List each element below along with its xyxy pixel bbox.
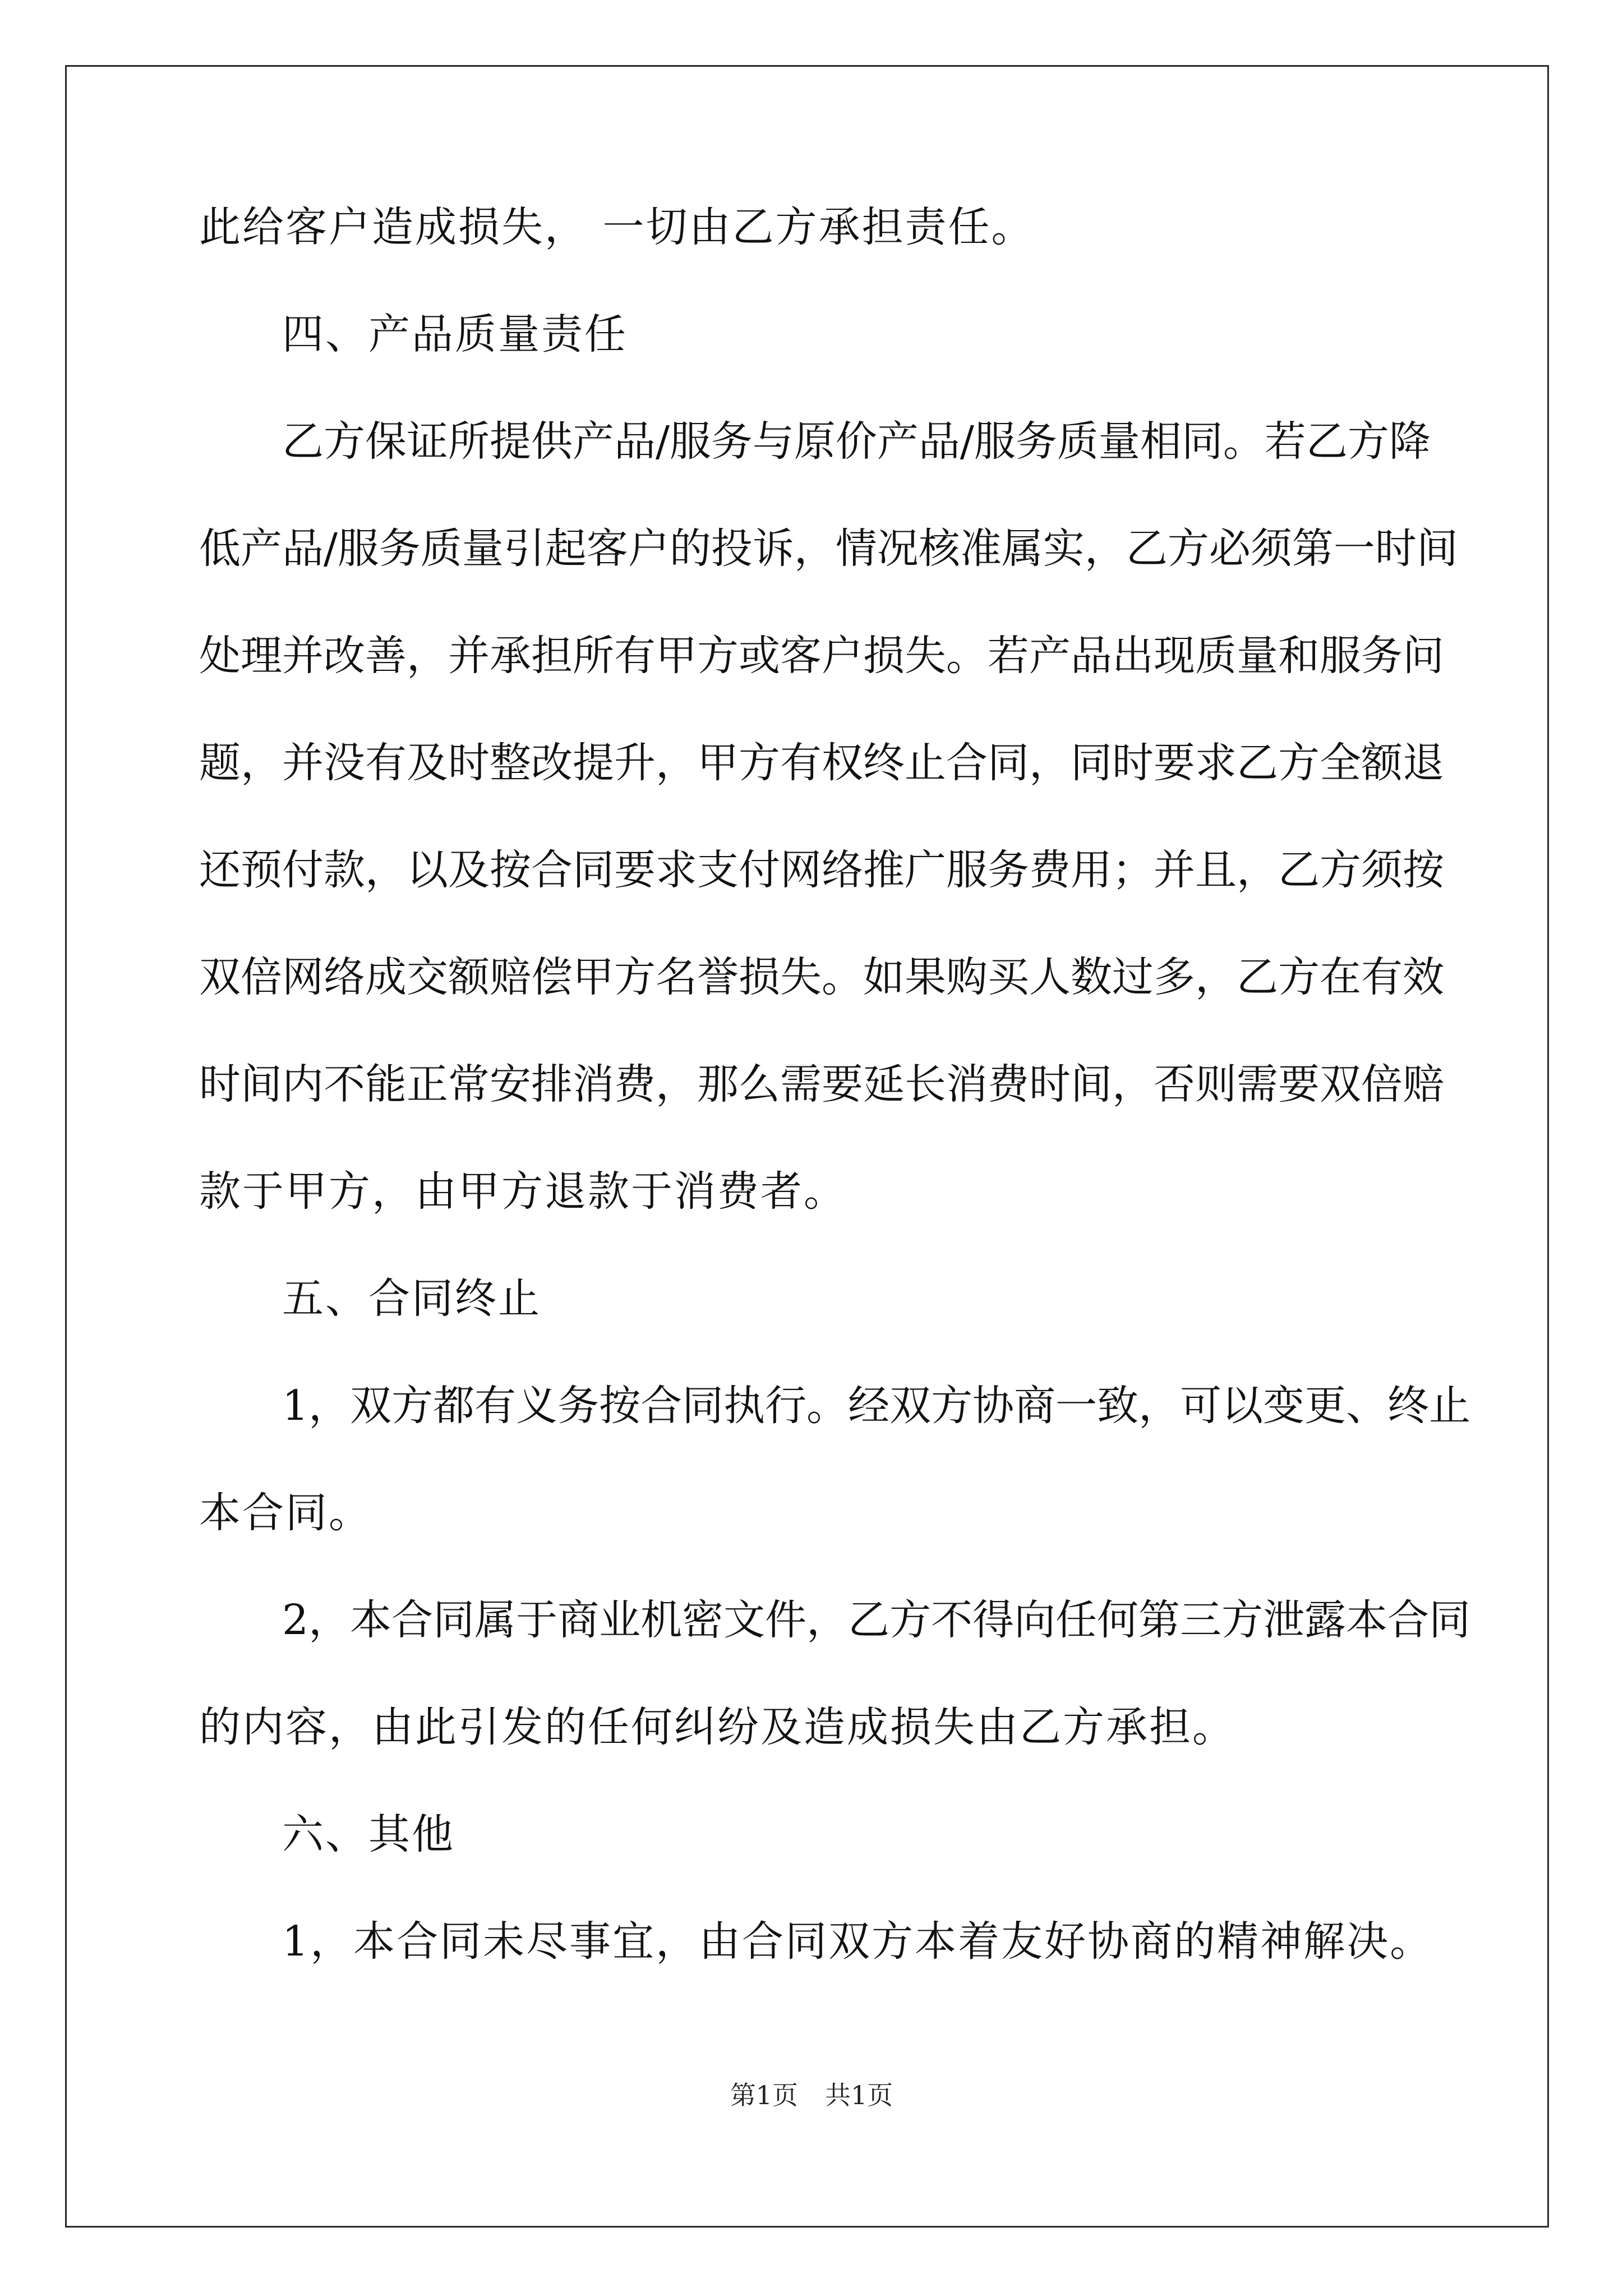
page-number: 第1页 [730,2080,798,2110]
paragraph-line: 的内容，由此引发的任何纠纷及造成损失由乙方承担。 [199,1703,1235,1751]
page-total: 共1页 [825,2080,893,2110]
paragraph-line: 低产品/服务质量引起客户的投诉，情况核准属实，乙方必须第一时间 [199,524,1458,573]
paragraph-line: 1，双方都有义务按合同执行。经双方协商一致，可以变更、终止 [282,1382,1471,1430]
paragraph-line: 处理并改善，并承担所有甲方或客户损失。若产品出现质量和服务问 [199,632,1444,680]
section-heading-6: 六、其他 [282,1810,455,1858]
page-border [65,65,1549,2228]
paragraph-line: 时间内不能正常安排消费，那么需要延长消费时间，否则需要双倍赔 [199,1060,1444,1108]
paragraph-line: 乙方保证所提供产品/服务与原价产品/服务质量相同。若乙方降 [282,417,1431,466]
paragraph-line: 款于甲方，由甲方退款于消费者。 [199,1167,847,1216]
paragraph-line: 双倍网络成交额赔偿甲方名誉损失。如果购买人数过多，乙方在有效 [199,953,1444,1001]
paragraph-line: 还预付款，以及按合同要求支付网络推广服务费用；并且，乙方须按 [199,846,1444,894]
paragraph-line: 本合同。 [199,1489,372,1537]
paragraph-line: 题，并没有及时整改提升，甲方有权终止合同，同时要求乙方全额退 [199,739,1444,787]
section-heading-4: 四、产品质量责任 [282,310,628,358]
section-heading-5: 五、合同终止 [282,1274,541,1323]
paragraph-line: 1，本合同未尽事宜，由合同双方本着友好协商的精神解决。 [282,1917,1433,1966]
paragraph-line: 2，本合同属于商业机密文件，乙方不得向任何第三方泄露本合同 [282,1596,1471,1644]
page-footer [0,2078,1623,2112]
paragraph-line: 此给客户造成损失， 一切由乙方承担责任。 [199,203,1035,251]
